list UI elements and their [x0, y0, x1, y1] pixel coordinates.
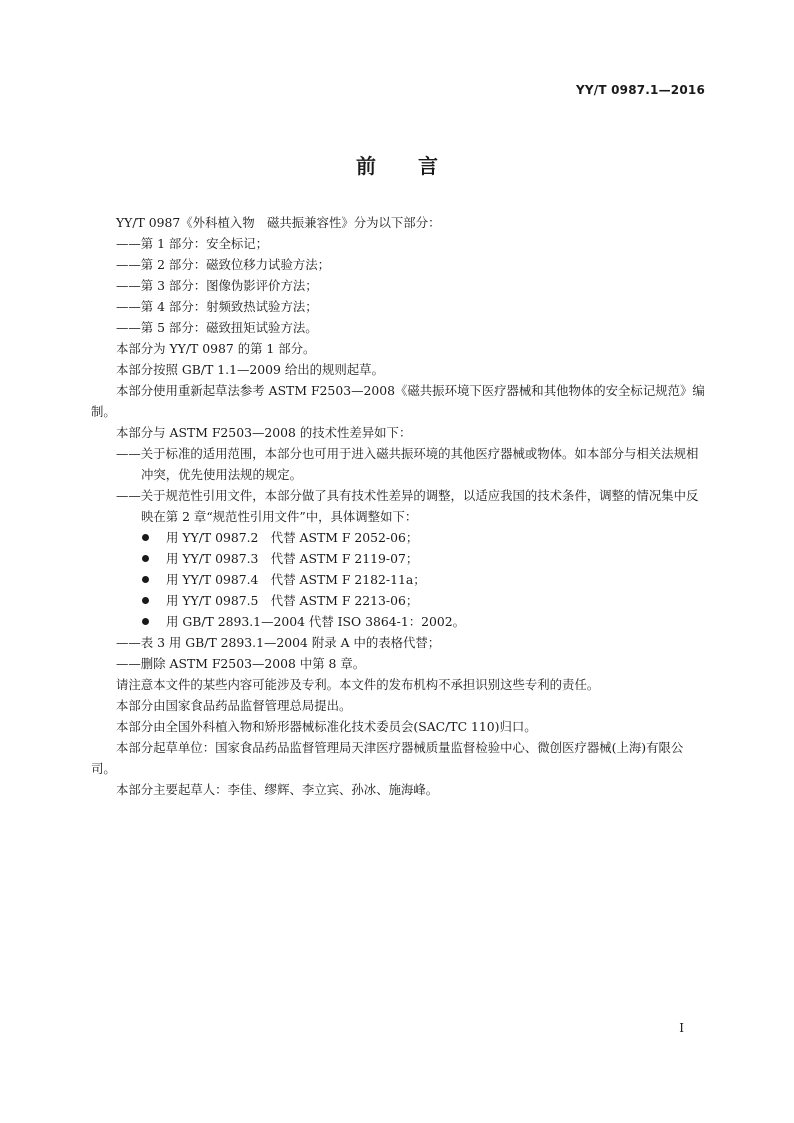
proposer-paragraph: 本部分由国家食品药品监督管理总局提出。 [116, 698, 352, 713]
difference-item: ——关于规范性引用文件，本部分做了具有技术性差异的调整，以适应我国的技术条件，调整的情况集中反映在第 2 章“规范性引用文件”中，具体调整如下： [116, 488, 699, 524]
bullet-icon [142, 534, 149, 541]
body-paragraph: 本部分按照 GB/T 1.1—2009 给出的规则起草。 [116, 362, 384, 377]
replacement-item [91, 527, 705, 548]
bullet-icon [142, 576, 149, 583]
replacement-text: 用 YY/T 0987.5 代替 ASTM F 2213-06； [166, 593, 419, 608]
part-list-item: ——第 5 部分：磁致扭矩试验方法。 [116, 320, 318, 335]
body-paragraph: 本部分与 ASTM F2503—2008 的技术性差异如下： [116, 425, 412, 440]
patent-notice: 请注意本文件的某些内容可能涉及专利。本文件的发布机构不承担识别这些专利的责任。 [116, 677, 600, 692]
difference-item: ——删除 ASTM F2503—2008 中第 8 章。 [116, 656, 366, 671]
replacement-text: 用 GB/T 2893.1—2004 代替 ISO 3864-1：2002。 [166, 614, 466, 629]
drafting-units-paragraph: 本部分起草单位：国家食品药品监督管理局天津医疗器械质量监督检验中心、微创医疗器械(上海)有限公司。 [91, 740, 684, 776]
replacement-item [91, 590, 705, 611]
standard-number: YY/T 0987.1—2016 [575, 83, 705, 97]
committee-paragraph: 本部分由全国外科植入物和矫形器械标准化技术委员会(SAC/TC 110)归口。 [116, 719, 537, 734]
body-paragraph: 本部分使用重新起草法参考 ASTM F2503—2008《磁共振环境下医疗器械和其他物体的安全标记规范》编制。 [91, 383, 705, 419]
difference-item: ——表 3 用 GB/T 2893.1—2004 附录 A 中的表格代替； [116, 635, 441, 650]
drafters-paragraph: 本部分主要起草人：李佳、缪辉、李立宾、孙冰、施海峰。 [116, 782, 439, 797]
page-number: I [679, 1021, 684, 1035]
page-title: 前言 [356, 154, 480, 178]
bullet-icon [142, 618, 149, 625]
replacement-item [91, 611, 705, 632]
part-list-item: ——第 4 部分：射频致热试验方法； [116, 299, 318, 314]
replacement-text: 用 YY/T 0987.4 代替 ASTM F 2182-11a； [166, 572, 426, 587]
difference-item: ——关于标准的适用范围，本部分也可用于进入磁共振环境的其他医疗器械或物体。如本部分与相关法规相冲突，优先使用法规的规定。 [116, 446, 699, 482]
replacement-text: 用 YY/T 0987.2 代替 ASTM F 2052-06； [166, 530, 419, 545]
part-list-item: ——第 3 部分：图像伪影评价方法； [116, 278, 318, 293]
replacement-text: 用 YY/T 0987.3 代替 ASTM F 2119-07； [166, 551, 419, 566]
body-paragraph: 本部分为 YY/T 0987 的第 1 部分。 [116, 341, 316, 356]
bullet-icon [142, 597, 149, 604]
intro-paragraph: YY/T 0987《外科植入物 磁共振兼容性》分为以下部分： [116, 215, 441, 230]
part-list-item: ——第 1 部分：安全标记； [116, 236, 269, 251]
replacement-item [91, 569, 705, 590]
part-list-item: ——第 2 部分：磁致位移力试验方法； [116, 257, 331, 272]
document-body [91, 212, 705, 800]
bullet-icon [142, 555, 149, 562]
replacement-item [91, 548, 705, 569]
